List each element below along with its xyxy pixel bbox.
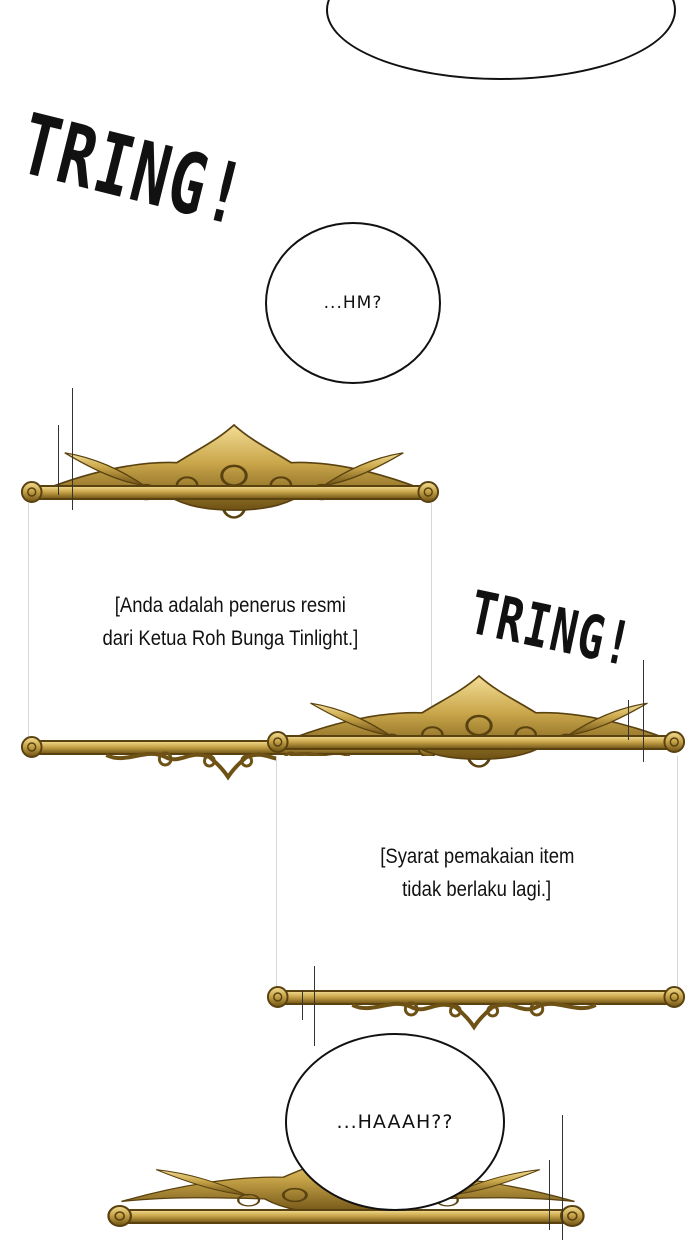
system-window-1-line-2: dari Ketua Roh Bunga Tinlight.] <box>102 626 358 650</box>
speech-text-haaah: ...HAAAH?? <box>336 1111 454 1133</box>
speed-line <box>643 660 644 762</box>
speed-line <box>72 388 73 510</box>
ornament-bar-bottom-2 <box>264 985 688 1035</box>
speech-bubble-hm <box>265 222 441 384</box>
speed-line <box>549 1160 550 1230</box>
speech-bubble-top <box>326 0 676 80</box>
sound-effect-tring-2: TRING! <box>463 578 640 681</box>
sound-effect-tring-1: TRING! <box>11 95 256 246</box>
speech-text-hm: ...HM? <box>323 293 383 313</box>
speed-line <box>562 1115 563 1240</box>
ornament-bar-top-3 <box>104 1204 588 1230</box>
speed-line <box>302 990 303 1020</box>
ornament-bar-top-2 <box>264 730 688 756</box>
speed-line <box>314 966 315 1046</box>
system-window-2 <box>276 756 678 990</box>
speed-line <box>628 700 629 740</box>
system-window-2-line-2: tidak berlaku lagi.] <box>402 878 552 901</box>
system-window-1-line-1: [Anda adalah penerus resmi <box>114 593 346 617</box>
system-window-2-line-1: [Syarat pemakaian item <box>379 845 575 868</box>
speed-line <box>58 425 59 495</box>
ornament-bar-top-1 <box>18 480 442 506</box>
speech-bubble-haaah <box>285 1033 505 1211</box>
